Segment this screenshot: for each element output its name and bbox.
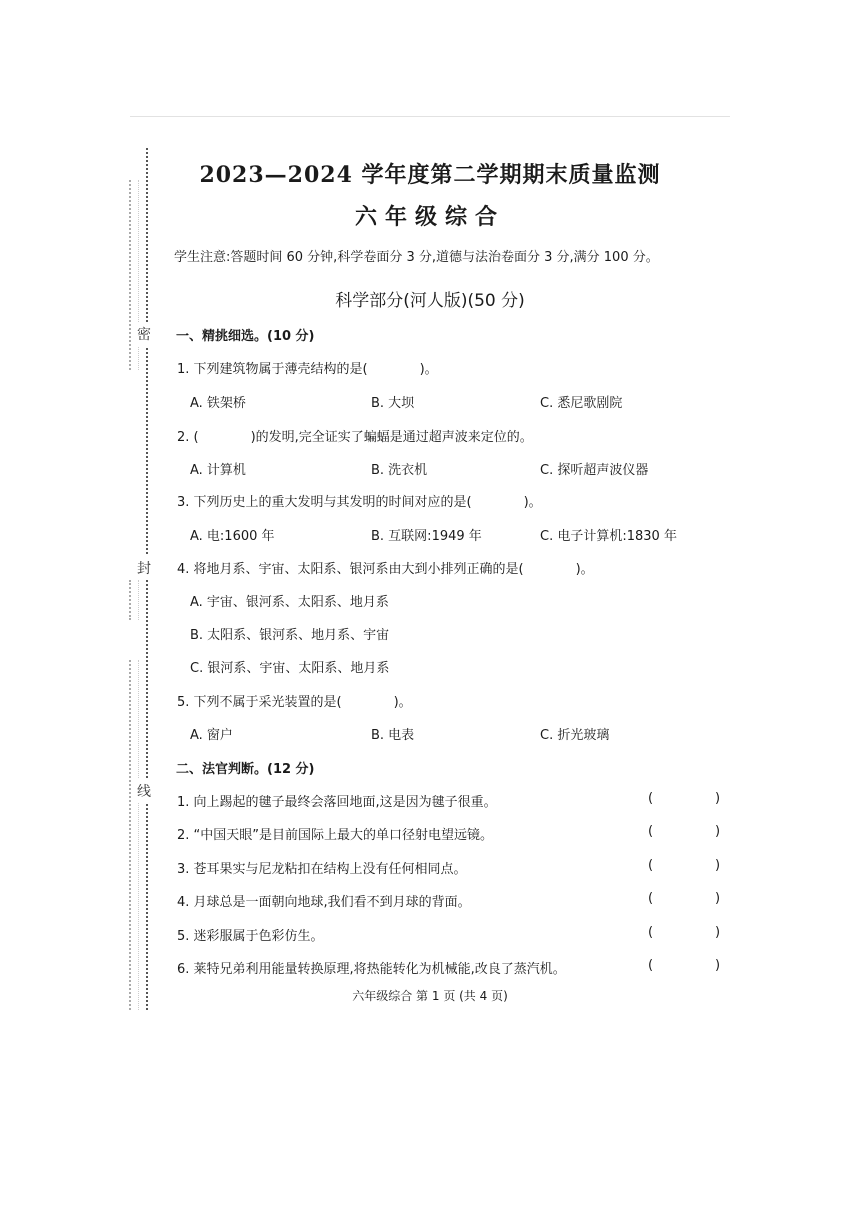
question-2-option-a: A. 计算机 <box>190 463 246 478</box>
question-3-option-b: B. 互联网:1949 年 <box>371 529 482 544</box>
binding-char-seal: 密 <box>137 322 151 346</box>
question-4-option-a: A. 宇宙、银河系、太阳系、地月系 <box>190 595 389 610</box>
answer-paren-close: ) <box>715 858 721 873</box>
question-1: 1. 下列建筑物属于薄壳结构的是( )。 <box>177 362 438 377</box>
page-footer: 六年级综合 第 1 页 (共 4 页) <box>352 989 508 1003</box>
judgment-item: 6. 莱特兄弟利用能量转换原理,将热能转化为机械能,改良了蒸汽机。 <box>177 962 566 977</box>
answer-paren-open: ( <box>648 824 654 839</box>
top-rule <box>130 116 730 117</box>
question-5-option-b: B. 电表 <box>371 728 415 743</box>
answer-paren-close: ) <box>715 791 721 806</box>
judgment-item: 3. 苍耳果实与尼龙粘扣在结构上没有任何相同点。 <box>177 862 467 877</box>
answer-paren-close: ) <box>715 824 721 839</box>
judgment-item: 5. 迷彩服属于色彩仿生。 <box>177 929 324 944</box>
question-5-option-c: C. 折光玻璃 <box>540 728 610 743</box>
question-2-option-b: B. 洗衣机 <box>371 463 428 478</box>
part1-heading: 一、精挑细选。(10 分) <box>176 329 315 344</box>
science-section-title: 科学部分(河人版)(50 分) <box>335 291 525 311</box>
part2-heading: 二、法官判断。(12 分) <box>176 762 315 777</box>
question-4: 4. 将地月系、宇宙、太阳系、银河系由大到小排列正确的是( )。 <box>177 562 594 577</box>
answer-paren-open: ( <box>648 791 654 806</box>
binding-char-close: 封 <box>137 556 151 580</box>
answer-paren-close: ) <box>715 958 721 973</box>
answer-paren-open: ( <box>648 891 654 906</box>
question-4-option-b: B. 太阳系、银河系、地月系、宇宙 <box>190 628 390 643</box>
judgment-item: 1. 向上踢起的毽子最终会落回地面,这是因为毽子很重。 <box>177 795 497 810</box>
question-5-option-a: A. 窗户 <box>190 728 233 743</box>
question-3-option-a: A. 电:1600 年 <box>190 529 275 544</box>
question-4-option-c: C. 银河系、宇宙、太阳系、地月系 <box>190 661 390 676</box>
judgment-item: 2. “中国天眼”是目前国际上最大的单口径射电望远镜。 <box>177 828 494 843</box>
student-notice: 学生注意:答题时间 60 分钟,科学卷面分 3 分,道德与法治卷面分 3 分,满分 100 分。 <box>174 250 659 265</box>
question-2-option-c: C. 探听超声波仪器 <box>540 463 649 478</box>
answer-paren-open: ( <box>648 958 654 973</box>
answer-paren-open: ( <box>648 858 654 873</box>
answer-paren-close: ) <box>715 925 721 940</box>
exam-subtitle: 六年级综合 <box>354 204 505 230</box>
question-3-option-c: C. 电子计算机:1830 年 <box>540 529 677 544</box>
question-1-option-c: C. 悉尼歌剧院 <box>540 396 623 411</box>
judgment-item: 4. 月球总是一面朝向地球,我们看不到月球的背面。 <box>177 895 471 910</box>
answer-paren-close: ) <box>715 891 721 906</box>
exam-title: 2023—2024 学年度第二学期期末质量监测 <box>199 162 661 188</box>
question-1-option-a: A. 铁架桥 <box>190 396 246 411</box>
answer-paren-open: ( <box>648 925 654 940</box>
margin-speckle-bottom <box>129 660 139 1010</box>
question-1-option-b: B. 大坝 <box>371 396 415 411</box>
binding-char-line: 线 <box>137 779 151 803</box>
question-2: 2. ( )的发明,完全证实了蝙蝠是通过超声波来定位的。 <box>177 430 533 445</box>
margin-speckle-middle <box>129 580 139 620</box>
question-3: 3. 下列历史上的重大发明与其发明的时间对应的是( )。 <box>177 495 542 510</box>
question-5: 5. 下列不属于采光装置的是( )。 <box>177 695 412 710</box>
